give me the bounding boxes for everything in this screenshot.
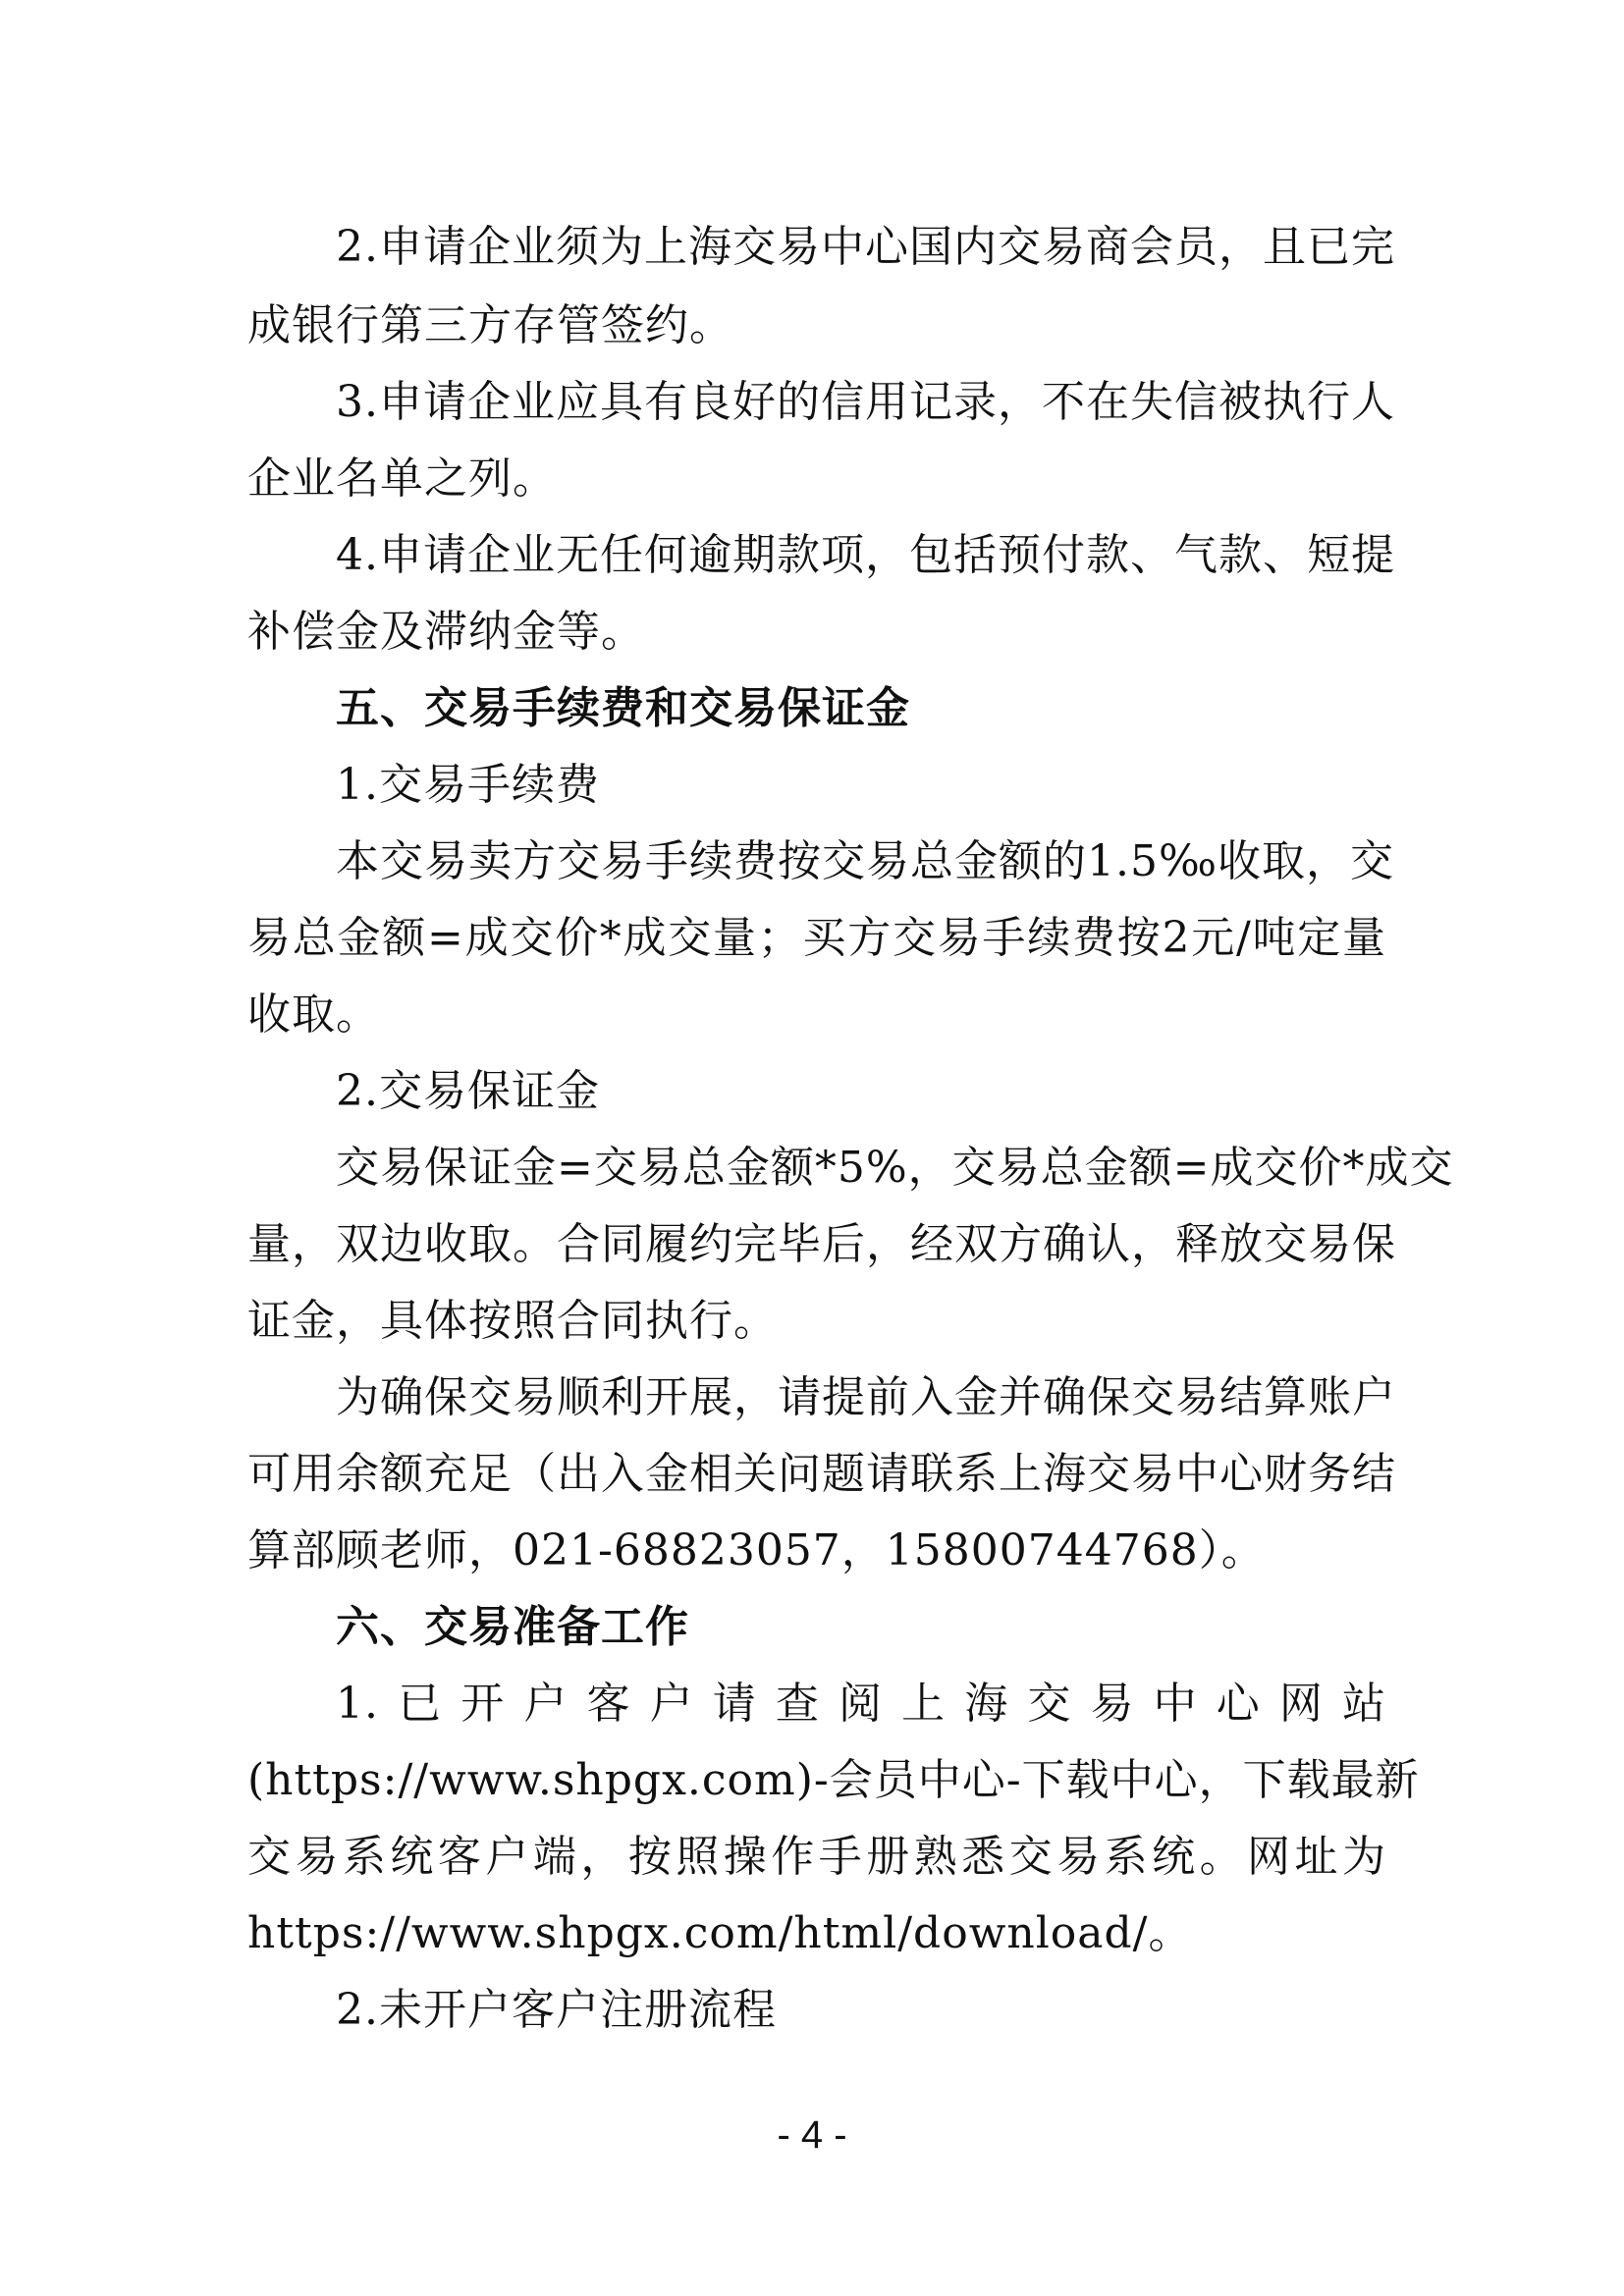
prep-item-2-line-1: 2.未开户客户注册流程 bbox=[336, 1985, 777, 2035]
item-4-line-1: 4.申请企业无任何逾期款项，包括预付款、气款、短提 bbox=[336, 530, 1395, 580]
section-heading-5: 五、交易手续费和交易保证金 bbox=[336, 683, 910, 733]
fee-paragraph-line-1: 本交易卖方交易手续费按交易总金额的1.5‰收取，交 bbox=[336, 836, 1395, 886]
subheading-trading-margin: 2.交易保证金 bbox=[336, 1066, 600, 1116]
item-2-line-1: 2.申请企业须为上海交易中心国内交易商会员，且已完 bbox=[336, 222, 1395, 272]
subheading-trading-fee: 1.交易手续费 bbox=[336, 760, 600, 810]
prep-item-1-line-3: 交易系统客户端，按照操作手册熟悉交易系统。网址为 bbox=[247, 1832, 1386, 1882]
item-3-line-2: 企业名单之列。 bbox=[247, 454, 557, 504]
section-heading-6: 六、交易准备工作 bbox=[336, 1602, 689, 1652]
funding-paragraph-line-1: 为确保交易顺利开展，请提前入金并确保交易结算账户 bbox=[336, 1372, 1396, 1422]
fee-paragraph-line-3: 收取。 bbox=[247, 989, 380, 1040]
item-2-line-2: 成银行第三方存管签约。 bbox=[247, 300, 733, 350]
prep-item-1-line-4: https://www.shpgx.com/html/download/。 bbox=[247, 1908, 1193, 1958]
prep-item-1-line-2: (https://www.shpgx.com)-会员中心-下载中心，下载最新 bbox=[247, 1755, 1420, 1805]
fee-paragraph-line-2: 易总金额=成交价*成交量；买方交易手续费按2元/吨定量 bbox=[247, 913, 1386, 963]
item-3-line-1: 3.申请企业应具有良好的信用记录，不在失信被执行人 bbox=[336, 377, 1395, 427]
prep-item-1-line-1: 1.已开户客户请查阅上海交易中心网站 bbox=[336, 1679, 1386, 1729]
funding-paragraph-line-2: 可用余额充足（出入金相关问题请联系上海交易中心财务结 bbox=[247, 1449, 1396, 1499]
item-4-line-2: 补偿金及滞纳金等。 bbox=[247, 607, 645, 657]
margin-paragraph-line-3: 证金，具体按照合同执行。 bbox=[247, 1296, 778, 1346]
margin-paragraph-line-1: 交易保证金=交易总金额*5%，交易总金额=成交价*成交 bbox=[336, 1143, 1454, 1193]
page-number: - 4 - bbox=[777, 2113, 847, 2157]
funding-paragraph-line-3: 算部顾老师，021-68823057，15800744768）。 bbox=[247, 1525, 1266, 1575]
margin-paragraph-line-2: 量，双边收取。合同履约完毕后，经双方确认，释放交易保 bbox=[247, 1219, 1396, 1269]
